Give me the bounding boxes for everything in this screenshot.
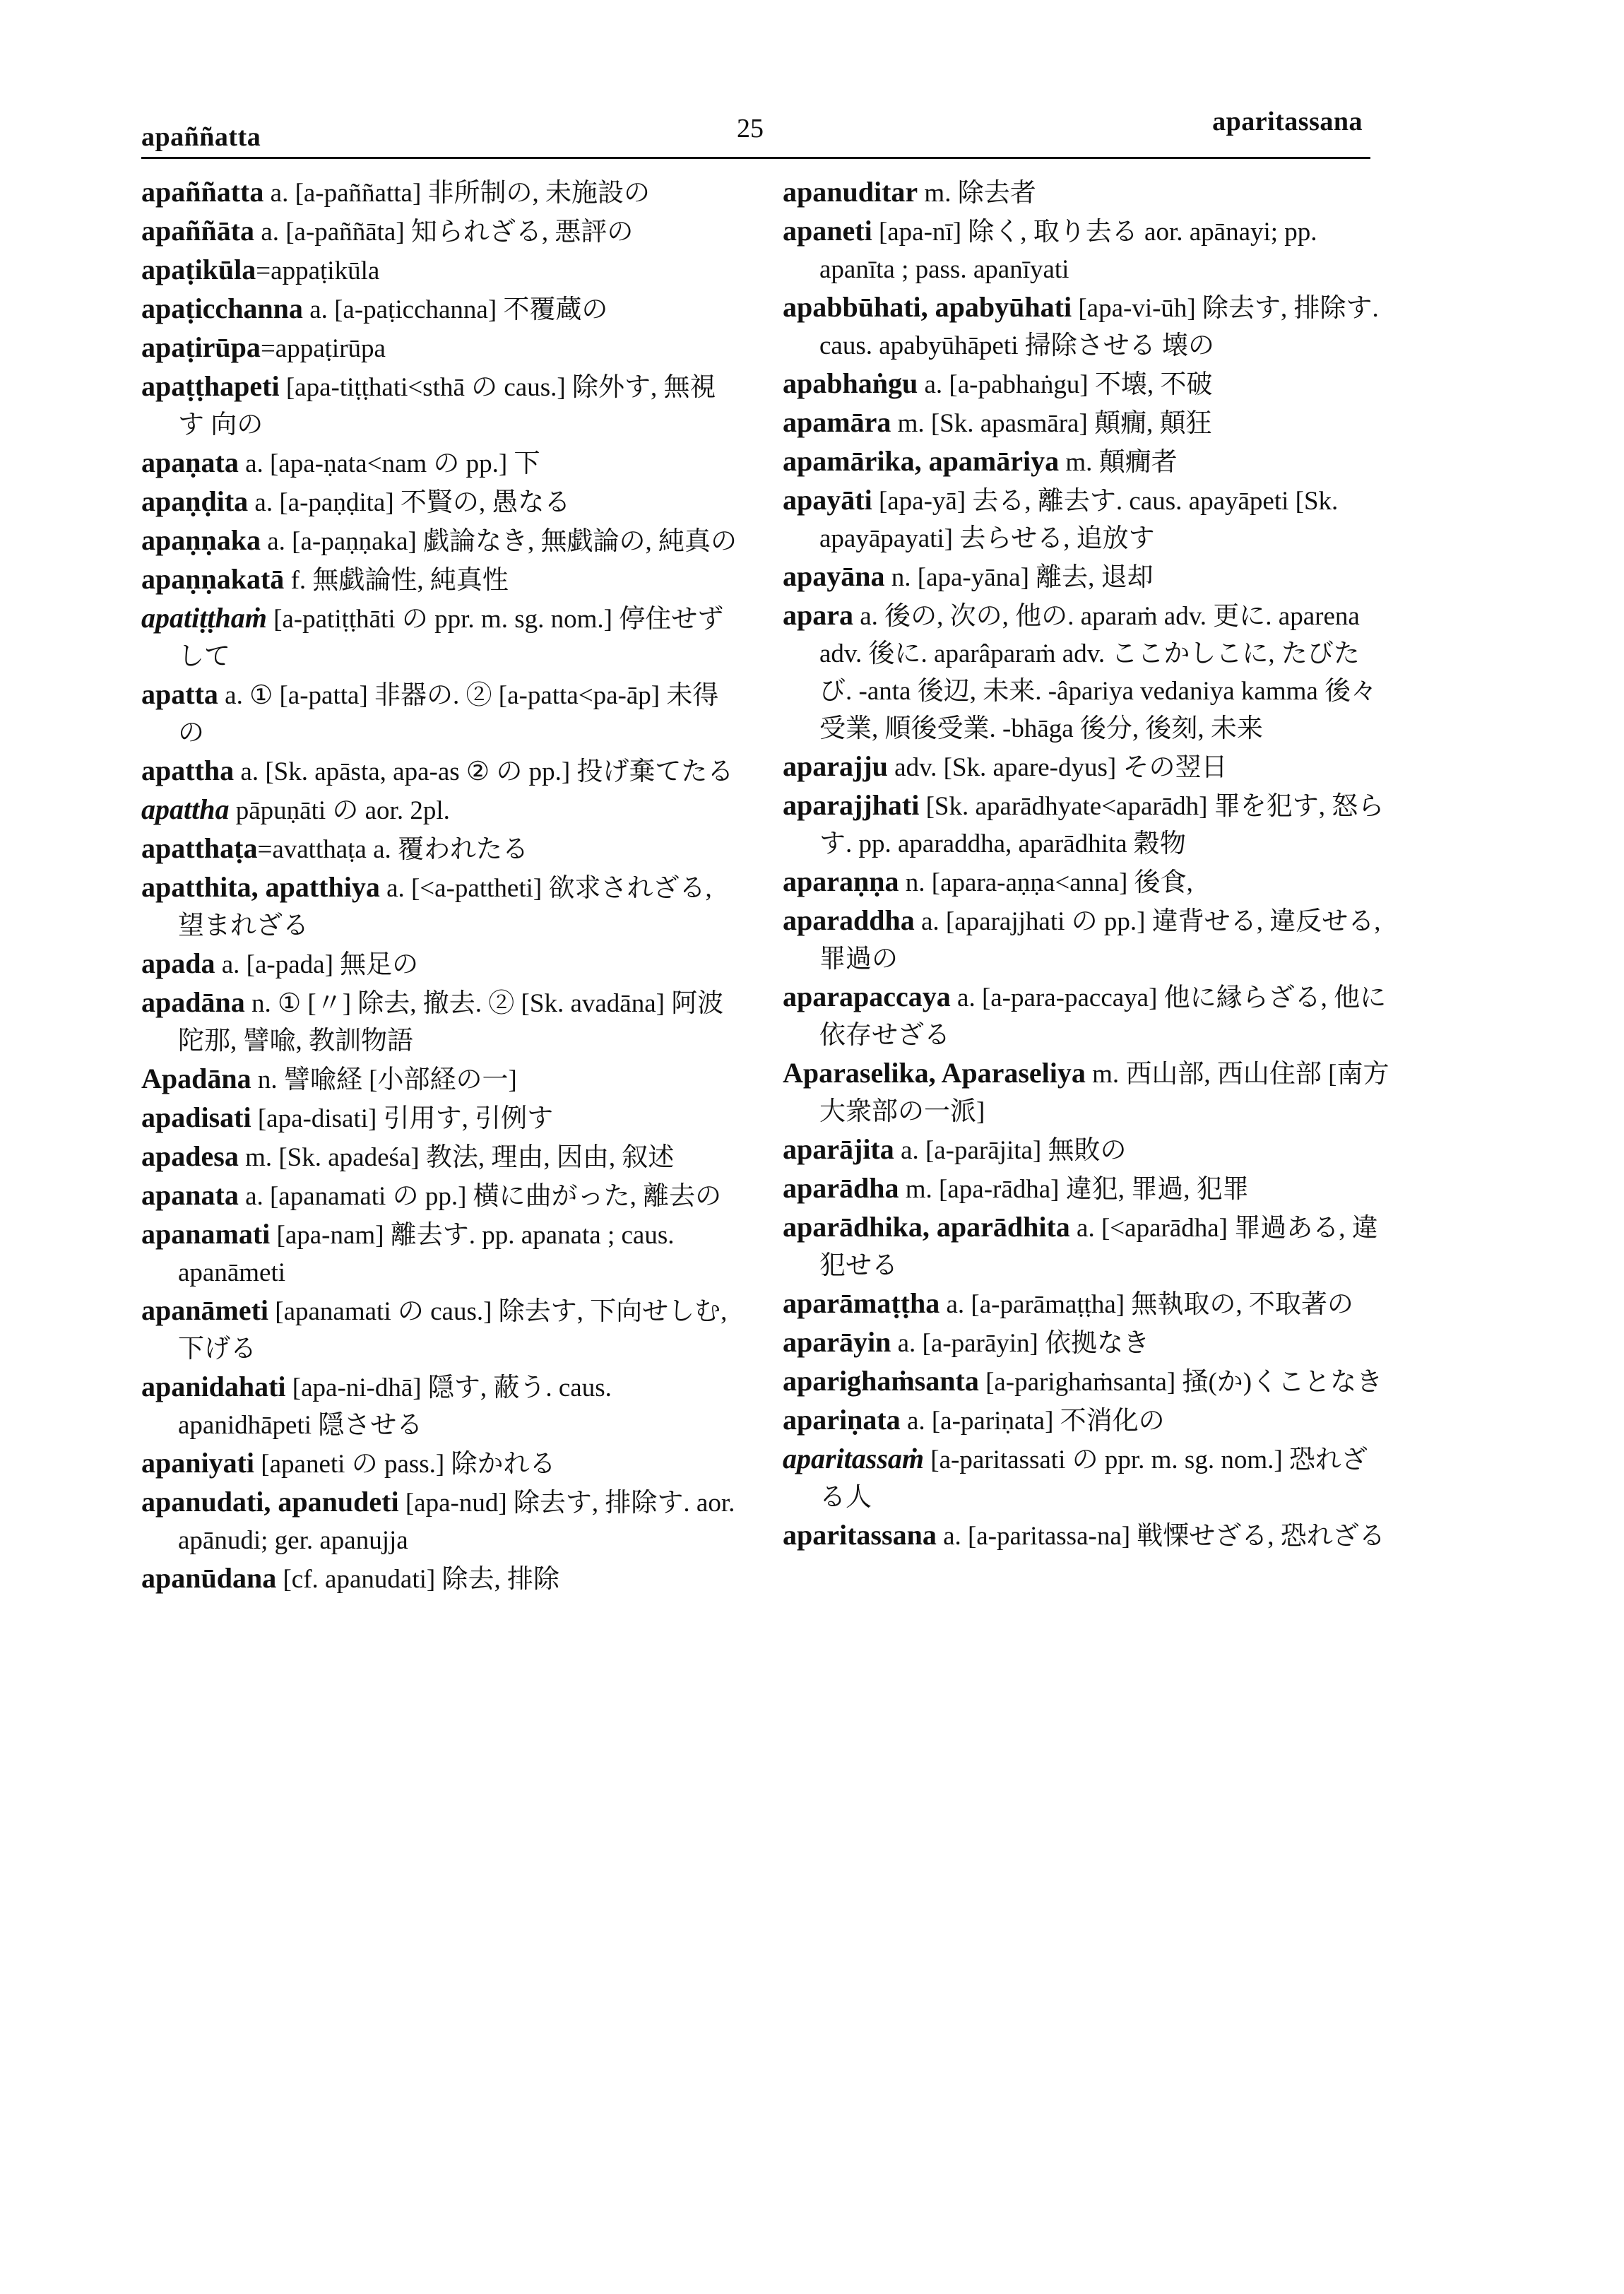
entry-definition: [apaneti の pass.] 除かれる: [254, 1450, 556, 1479]
entry-definition: a. [<a-pattheti] 欲求されざる, 望まれざる: [178, 874, 712, 940]
entry-headword: aparitassana: [783, 1519, 937, 1551]
entry-definition: [apa-disati] 引用す, 引例す: [251, 1104, 554, 1133]
dictionary-entry: [783, 1169, 1390, 1208]
entry-definition: a. [apa-ṇata<nam の pp.] 下: [238, 449, 540, 478]
entry-definition: a. [Sk. apāsta, apa-as ② の pp.] 投げ棄てたる: [234, 757, 734, 786]
dictionary-entry: [141, 444, 742, 483]
dictionary-entry: [141, 675, 742, 752]
entry-definition: f. 無戯論性, 純真性: [284, 566, 509, 595]
entry-headword: aparādhika, aparādhita: [783, 1211, 1070, 1243]
entry-headword: apatta: [141, 678, 218, 710]
dictionary-entry: [783, 212, 1390, 288]
dictionary-entry: [141, 945, 742, 983]
entry-definition: m. 除去者: [918, 179, 1036, 208]
entry-definition: m. 顛癇者: [1059, 448, 1178, 477]
entry-headword: apatiṭṭhaṁ: [141, 602, 267, 634]
header-rule: [141, 157, 1370, 159]
entry-headword: apanidahati: [141, 1371, 286, 1402]
entry-headword: apattha: [141, 793, 230, 825]
dictionary-entry: [783, 173, 1390, 212]
entry-headword: apaṭṭhapeti: [141, 370, 280, 402]
left-guideword: apaññatta: [141, 122, 261, 152]
dictionary-entry: [783, 1401, 1390, 1440]
entry-headword: aparādha: [783, 1172, 899, 1204]
dictionary-entry: [141, 290, 742, 329]
dictionary-entry: [141, 599, 742, 675]
entry-headword: aparāmaṭṭha: [783, 1287, 940, 1319]
dictionary-entry: [141, 868, 742, 945]
dictionary-entry: [783, 1362, 1390, 1401]
entry-definition: n. [apara-aṇṇa<anna] 後食,: [899, 868, 1193, 897]
entry-headword: aparighaṁsanta: [783, 1365, 979, 1397]
entry-definition: a. [a-paritassa-na] 戦慄せざる, 恐れざる: [936, 1522, 1385, 1551]
entry-definition: =appaṭirūpa: [260, 334, 386, 363]
entry-headword: aparaṇṇa: [783, 865, 899, 897]
dictionary-entry: [141, 560, 742, 599]
entry-headword: apara: [783, 599, 853, 631]
dictionary-entry: [783, 1208, 1390, 1284]
entry-headword: apaṭikūla: [141, 254, 256, 285]
dictionary-entry: [141, 1060, 742, 1099]
page-number: 25: [737, 114, 764, 143]
dictionary-entry: [783, 1440, 1390, 1516]
entry-definition: m. [apa-rādha] 違犯, 罪過, 犯罪: [899, 1175, 1249, 1204]
entry-headword: apariṇata: [783, 1404, 901, 1436]
dictionary-entry: [783, 596, 1390, 747]
entry-definition: n. 譬喩経 [小部経の一]: [251, 1065, 517, 1094]
entry-headword: apaṇṇakatā: [141, 563, 285, 595]
entry-headword: apanamati: [141, 1218, 271, 1250]
entry-headword: Apadāna: [141, 1063, 251, 1094]
entry-definition: a. [a-parājita] 無敗の: [894, 1136, 1127, 1165]
dictionary-entry: [141, 1215, 742, 1291]
entry-headword: Aparaselika, Aparaseliya: [783, 1057, 1086, 1089]
entry-definition: [apa-yā] 去る, 離去す. caus. apayāpeti [Sk. apayāpayati] 去らせる, 追放す: [819, 487, 1339, 553]
entry-headword: apanūdana: [141, 1562, 277, 1594]
entry-definition: a. [a-paññāta] 知られざる, 悪評の: [254, 218, 634, 247]
entry-headword: apanudati, apanudeti: [141, 1486, 399, 1518]
dictionary-entry: [141, 1099, 742, 1137]
entry-headword: apaṇḍita: [141, 485, 249, 517]
entry-definition: [cf. apanudati] 除去, 排除: [276, 1565, 559, 1594]
entry-definition: pāpuṇāti の aor. 2pl.: [229, 796, 450, 825]
entry-definition: m. [Sk. apasmāra] 顛癇, 顛狂: [891, 409, 1212, 438]
dictionary-entry: [783, 901, 1390, 978]
entry-headword: apabbūhati, apabyūhati: [783, 291, 1072, 323]
entry-headword: aparitassaṁ: [783, 1443, 925, 1474]
dictionary-entry: [783, 481, 1390, 557]
entry-definition: a. [a-parāmaṭṭha] 無執取の, 不取著の: [940, 1290, 1353, 1319]
dictionary-entry: [783, 365, 1390, 403]
entry-headword: apada: [141, 947, 215, 979]
entry-definition: a. [aparajjhati の pp.] 違背せる, 違反せる, 罪過の: [819, 907, 1381, 974]
entry-headword: apatthaṭa: [141, 832, 258, 864]
dictionary-entry: [141, 1291, 742, 1368]
entry-headword: apaññāta: [141, 215, 255, 247]
entry-headword: apanāmeti: [141, 1294, 268, 1326]
dictionary-entry: [141, 367, 742, 444]
dictionary-entry: [141, 1483, 742, 1559]
entry-definition: a. [a-paññatta] 非所制の, 未施設の: [263, 179, 651, 208]
entry-definition: a. [a-paṇḍita] 不賢の, 愚なる: [248, 488, 571, 517]
dictionary-entry: [783, 1054, 1390, 1130]
entry-headword: aparājita: [783, 1133, 894, 1165]
entry-definition: =appaṭikūla: [256, 256, 380, 285]
entry-headword: apaṇata: [141, 447, 239, 478]
entry-headword: apanuditar: [783, 176, 918, 208]
entry-definition: a. ① [a-patta] 非器の. ② [a-patta<pa-āp] 未得の: [178, 681, 719, 747]
entry-definition: [a-paritassati の ppr. m. sg. nom.] 恐れざる人: [819, 1445, 1368, 1512]
dictionary-entry: [141, 329, 742, 367]
dictionary-entry: [783, 747, 1390, 786]
entry-headword: apayāna: [783, 560, 885, 592]
entry-headword: apamārika, apamāriya: [783, 445, 1060, 477]
dictionary-entry: [141, 983, 742, 1060]
dictionary-entry: [141, 251, 742, 290]
entry-headword: aparāyin: [783, 1326, 891, 1358]
entry-definition: a. [<aparādha] 罪過ある, 違犯せる: [819, 1214, 1378, 1280]
dictionary-entry: [783, 1284, 1390, 1323]
dictionary-entry: [141, 483, 742, 521]
entry-definition: a. [a-para-paccaya] 他に縁らざる, 他に依存せざる: [819, 983, 1387, 1050]
dictionary-entry: [783, 1323, 1390, 1362]
right-column: [783, 173, 1390, 1555]
entry-headword: apadāna: [141, 986, 245, 1018]
entry-definition: [a-patiṭṭhāti の ppr. m. sg. nom.] 停住せずして: [178, 605, 724, 671]
dictionary-entry: [141, 791, 742, 829]
entry-definition: [apanamati の caus.] 除去す, 下向せしむ, 下げる: [178, 1297, 728, 1364]
dictionary-entry: [141, 1137, 742, 1176]
entry-definition: [apa-tiṭṭhati<sthā の caus.] 除外す, 無視す 向の: [178, 373, 716, 439]
left-column: [141, 173, 742, 1598]
dictionary-entry: [141, 1559, 742, 1598]
entry-headword: apaññatta: [141, 176, 264, 208]
dictionary-entry: [783, 786, 1390, 863]
entry-headword: apaṭirūpa: [141, 331, 261, 363]
entry-headword: apaṭicchanna: [141, 292, 303, 324]
entry-headword: apanata: [141, 1179, 239, 1211]
entry-headword: aparajjhati: [783, 789, 920, 821]
dictionary-entry: [783, 863, 1390, 901]
entry-definition: a. 後の, 次の, 他の. aparaṁ adv. 更に. aparena adv. 後に. aparâparaṁ adv. ここかしこに, たびたび. -anta 後辺, 未来. -âpariya vedaniya kamma 後々受業, 順後受業. -bhāga 後分, 後刻, 未来: [819, 602, 1377, 743]
entry-headword: aparajju: [783, 750, 888, 782]
entry-definition: a. [a-paṭicchanna] 不覆蔵の: [302, 295, 608, 324]
dictionary-entry: [141, 752, 742, 791]
dictionary-entry: [141, 1368, 742, 1444]
entry-definition: m. [Sk. apadeśa] 教法, 理由, 因由, 叙述: [238, 1143, 675, 1172]
dictionary-entry: [783, 442, 1390, 481]
dictionary-entry: [783, 403, 1390, 442]
entry-definition: [apa-nī] 除く, 取り去る aor. apānayi; pp. apanīta ; pass. apanīyati: [819, 218, 1317, 284]
entry-definition: m. 西山部, 西山住部 [南方大衆部の一派]: [819, 1060, 1389, 1126]
entry-definition: [apa-ni-dhā] 隠す, 蔽う. caus. apanidhāpeti 隠させる: [178, 1373, 612, 1440]
entry-headword: apamāra: [783, 406, 891, 438]
right-guideword: aparitassana: [1212, 107, 1363, 136]
entry-headword: apadesa: [141, 1140, 239, 1172]
entry-headword: apattha: [141, 755, 235, 786]
dictionary-entry: [783, 978, 1390, 1054]
dictionary-entry: [141, 212, 742, 251]
entry-headword: apaniyati: [141, 1447, 255, 1479]
entry-definition: n. ① [〃] 除去, 撤去. ② [Sk. avadāna] 阿波陀那, 譬喩, 教訓物語: [178, 989, 724, 1056]
dictionary-entry: [783, 1516, 1390, 1555]
entry-definition: [apa-nud] 除去す, 排除す. aor. apānudi; ger. apanujja: [178, 1489, 735, 1555]
entry-headword: apadisati: [141, 1101, 251, 1133]
dictionary-entry: [783, 288, 1390, 365]
dictionary-entry: [141, 521, 742, 560]
entry-definition: [apa-nam] 離去す. pp. apanata ; caus. apanāmeti: [178, 1221, 675, 1287]
entry-definition: a. [a-pariṇata] 不消化の: [900, 1407, 1165, 1436]
entry-headword: apabhaṅgu: [783, 367, 918, 399]
entry-definition: n. [apa-yāna] 離去, 退却: [884, 563, 1154, 592]
dictionary-entry: [783, 557, 1390, 596]
entry-definition: a. [apanamati の pp.] 横に曲がった, 離去の: [238, 1182, 722, 1211]
entry-headword: apaneti: [783, 215, 872, 247]
entry-headword: apayāti: [783, 484, 872, 516]
entry-definition: a. [a-pabhaṅgu] 不壊, 不破: [918, 370, 1213, 399]
dictionary-entry: [141, 1444, 742, 1483]
entry-definition: [apa-vi-ūh] 除去す, 排除す. caus. apabyūhāpeti 掃除させる 壊の: [819, 294, 1379, 360]
entry-definition: a. [a-pada] 無足の: [215, 950, 419, 979]
entry-definition: [Sk. aparādhyate<aparādh] 罪を犯す, 怒らす. pp. aparaddha, aparādhita 穀物: [819, 792, 1385, 858]
entry-definition: a. [a-paṇṇaka] 戯論なき, 無戯論の, 純真の: [260, 527, 737, 556]
entry-headword: aparapaccaya: [783, 981, 951, 1012]
entry-headword: apatthita, apatthiya: [141, 871, 380, 903]
dictionary-entry: [783, 1130, 1390, 1169]
entry-definition: a. [a-parāyin] 依拠なき: [891, 1329, 1150, 1358]
dictionary-entry: [141, 173, 742, 212]
entry-headword: aparaddha: [783, 904, 915, 936]
dictionary-entry: [141, 829, 742, 868]
entry-definition: [a-parighaṁsanta] 掻(か)くことなき: [978, 1368, 1383, 1397]
entry-definition: =avatthaṭa a. 覆われたる: [257, 835, 529, 864]
entry-headword: apaṇṇaka: [141, 524, 261, 556]
entry-definition: adv. [Sk. apare-dyus] その翌日: [887, 753, 1228, 782]
dictionary-entry: [141, 1176, 742, 1215]
